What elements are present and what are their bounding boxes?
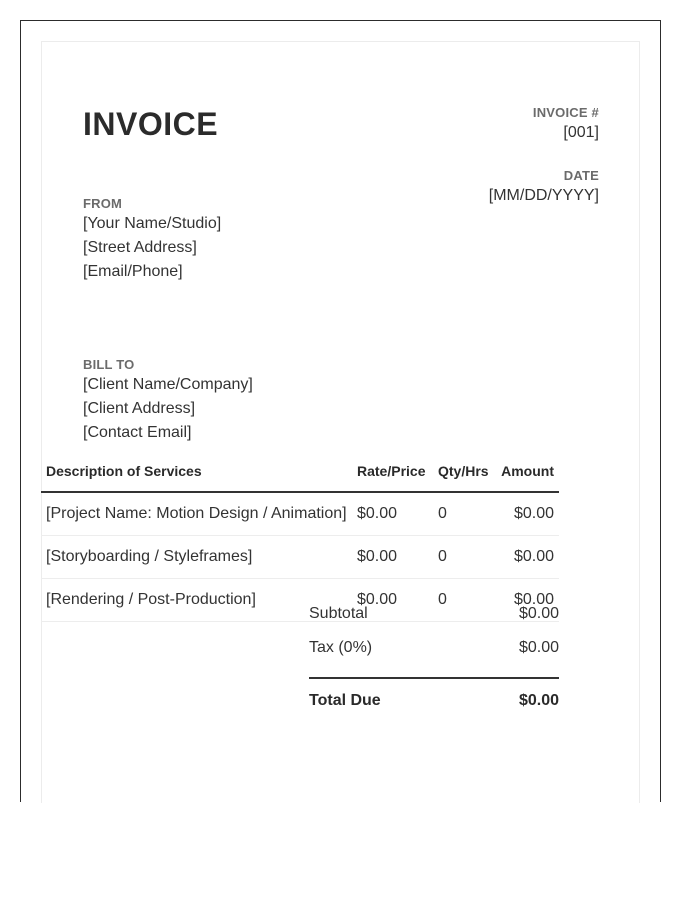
totals-section: [309, 597, 559, 723]
cell-qty: 0: [433, 579, 495, 622]
cell-description: [Project Name: Motion Design / Animation]: [41, 492, 352, 536]
column-header-qty: Qty/Hrs: [433, 451, 495, 492]
cell-description: [Storyboarding / Styleframes]: [41, 536, 352, 579]
invoice-title: INVOICE: [83, 106, 219, 142]
subtotal-label: Subtotal: [309, 605, 368, 622]
table-row: [41, 492, 559, 536]
cell-qty: 0: [433, 536, 495, 579]
bill-to-line: [Client Address]: [83, 400, 196, 417]
total-due-value: $0.00: [518, 692, 559, 709]
invoice-number-label: INVOICE #: [532, 105, 599, 120]
cell-rate: $0.00: [352, 492, 433, 536]
column-header-rate: Rate/Price: [352, 451, 433, 492]
subtotal-value: $0.00: [518, 605, 559, 622]
cell-amount: $0.00: [495, 492, 559, 536]
tax-label: Tax (0%): [309, 639, 373, 656]
cell-rate: $0.00: [352, 536, 433, 579]
cell-amount: $0.00: [495, 579, 559, 622]
invoice-number-value: [001]: [563, 124, 599, 141]
bill-to-label: BILL TO: [83, 357, 135, 372]
column-header-description: Description of Services: [41, 451, 352, 492]
date-label: DATE: [563, 168, 599, 183]
from-label: FROM: [83, 196, 123, 211]
tax-value: $0.00: [518, 639, 559, 656]
column-header-amount: Amount: [495, 451, 559, 492]
from-line: [Email/Phone]: [83, 263, 183, 280]
total-due-row: [309, 677, 559, 723]
bill-to-line: [Client Name/Company]: [83, 376, 253, 393]
cell-amount: $0.00: [495, 536, 559, 579]
from-line: [Your Name/Studio]: [83, 215, 222, 232]
bill-to-address: [83, 373, 253, 445]
table-row: [41, 536, 559, 579]
tax-row: [309, 631, 559, 665]
date-value: [MM/DD/YYYY]: [488, 187, 599, 204]
table-header-row: [41, 451, 559, 492]
cell-description: [Rendering / Post-Production]: [41, 579, 352, 622]
from-address: [83, 212, 221, 284]
cell-rate: $0.00: [352, 579, 433, 622]
cell-qty: 0: [433, 492, 495, 536]
total-due-label: Total Due: [309, 692, 381, 709]
subtotal-row: [309, 597, 559, 631]
bill-to-line: [Contact Email]: [83, 424, 192, 441]
from-line: [Street Address]: [83, 239, 197, 256]
